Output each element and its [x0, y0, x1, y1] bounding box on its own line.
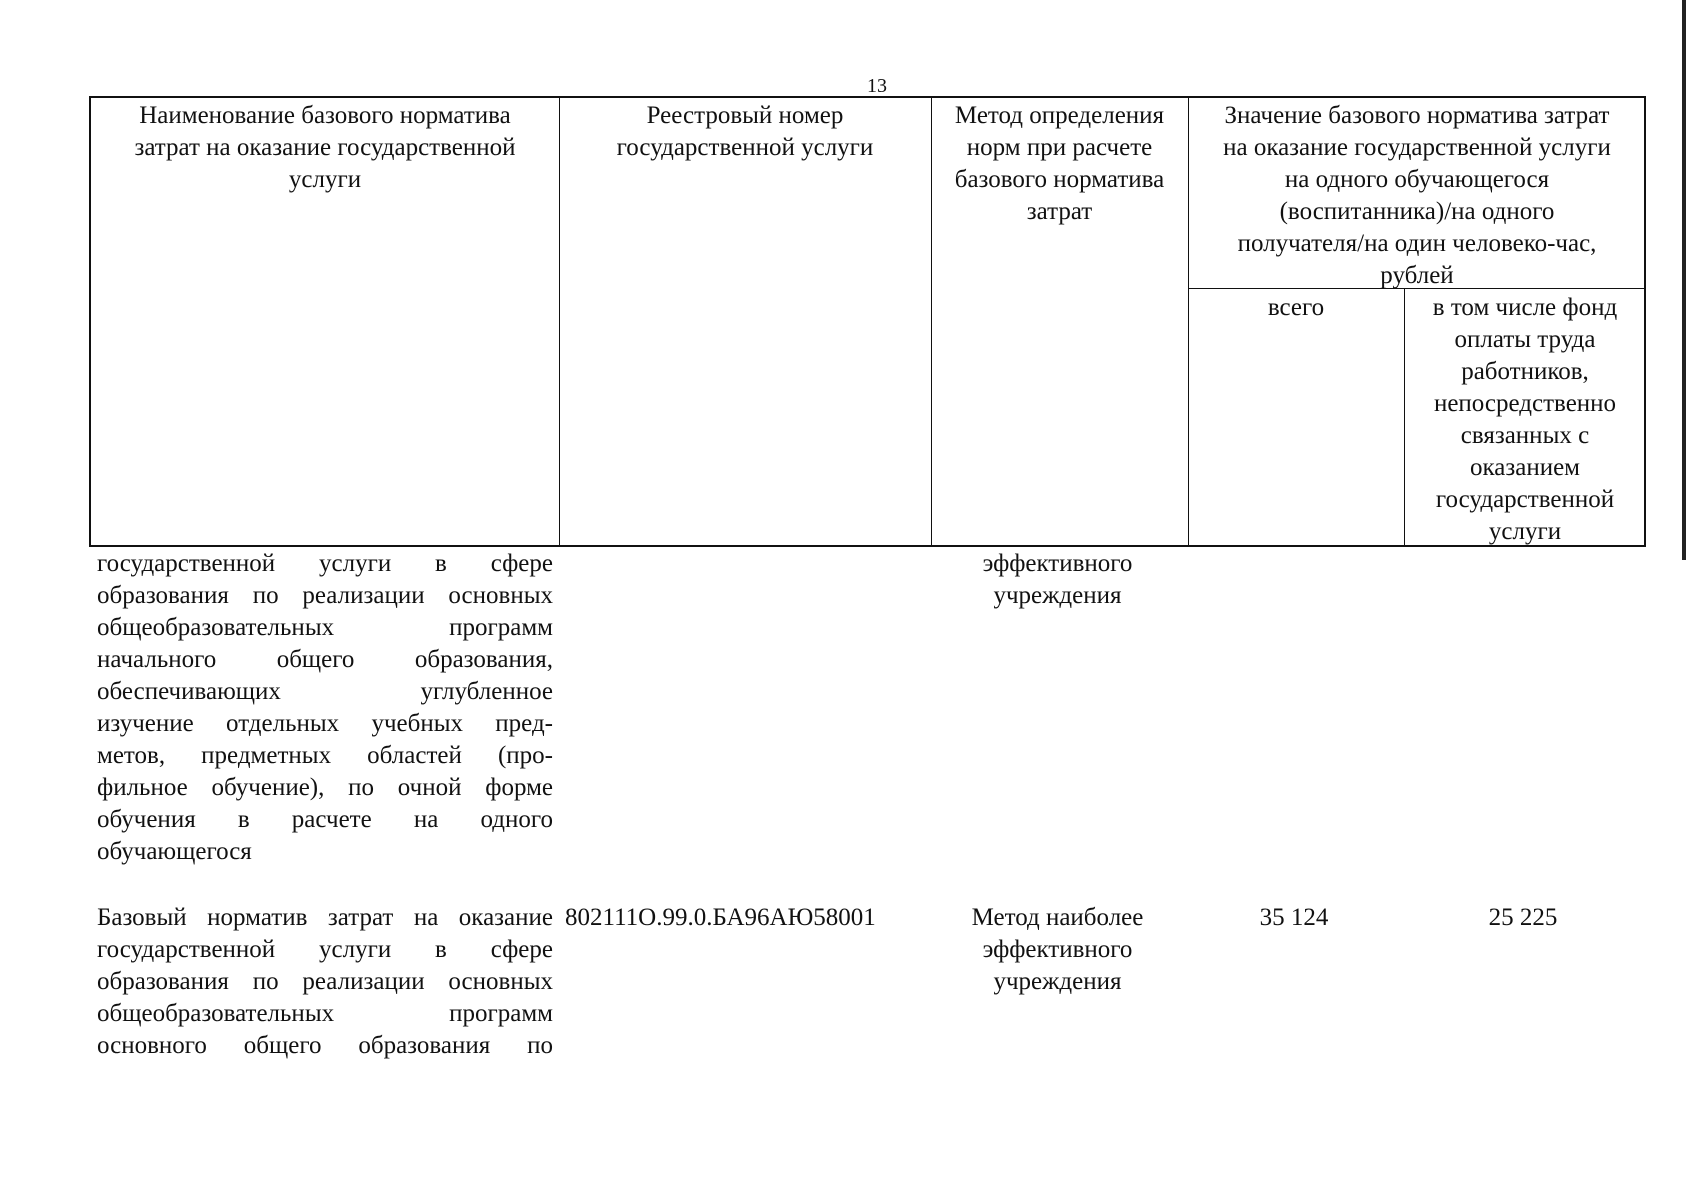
row-1-method-line: эффективного [982, 550, 1133, 577]
row-2-method-line: учреждения [993, 968, 1122, 995]
header-method-column [931, 100, 1188, 228]
row-2-method-line: Метод наиболее [971, 904, 1144, 931]
header-payroll-line: работников, [1461, 358, 1589, 385]
row-1-name-line: обеспечивающих углубленное [97, 678, 553, 705]
row-1-name-line: обучения в расчете на одного [97, 806, 553, 833]
row-2-total: 35 124 [1259, 904, 1329, 931]
row-1-name-line: фильное обучение), по очной форме [97, 774, 553, 801]
header-value-line: на одного обучающегося [1284, 166, 1550, 193]
row-1-name-line: государственной услуги в сфере [97, 550, 553, 577]
header-name-column [91, 100, 559, 196]
scan-edge-mark [1682, 0, 1686, 560]
row-2-name-line: Базовый норматив затрат на оказание [97, 904, 553, 931]
header-name-line: затрат на оказание государственной [134, 134, 516, 161]
row-2-method [929, 902, 1186, 998]
header-method-line: Метод определения [954, 102, 1165, 129]
row-1-name-line: метов, предметных областей (про- [97, 742, 553, 769]
row-1-name-line: образования по реализации основных [97, 582, 553, 609]
header-payroll-line: оказанием [1469, 454, 1580, 481]
header-value-line: на оказание государственной услуги [1223, 134, 1611, 161]
header-payroll-line: оплаты труда [1454, 326, 1596, 353]
header-payroll-line: связанных с [1460, 422, 1590, 449]
divider-1 [559, 98, 560, 545]
header-method-line: затрат [1026, 198, 1093, 225]
header-registry-column [559, 100, 931, 164]
header-total-subcolumn: всего [1267, 294, 1325, 321]
row-2-name [97, 902, 553, 1062]
row-1-name-line: начального общего образования, [97, 646, 553, 673]
header-method-line: базового норматива [954, 166, 1165, 193]
header-method-line: норм при расчете [966, 134, 1153, 161]
header-payroll-line: непосредственно [1433, 390, 1617, 417]
header-value-line: получателя/на один человеко-час, [1237, 230, 1597, 257]
row-2-name-line: образования по реализации основных [97, 968, 553, 995]
row-2-method-line: эффективного [982, 936, 1133, 963]
row-1-method-line: учреждения [993, 582, 1122, 609]
table-header [89, 96, 1646, 547]
header-registry-line: Реестровый номер [646, 102, 844, 129]
header-name-line: услуги [288, 166, 362, 193]
row-1-method [929, 548, 1186, 612]
row-1-name-line: изучение отдельных учебных пред- [97, 710, 553, 737]
row-1-name [97, 548, 553, 868]
header-value-line: рублей [1380, 262, 1454, 289]
row-1-name-line: обучающегося [97, 838, 252, 865]
page-number: 13 [867, 75, 887, 97]
header-payroll-subcolumn [1404, 292, 1646, 548]
row-2-name-line: общеобразовательных программ [97, 1000, 553, 1027]
row-2-registry-number: 802111О.99.0.БА96АЮ58001 [565, 904, 876, 931]
header-payroll-line: в том числе фонд [1432, 294, 1618, 321]
row-2-name-line: основного общего образования по [97, 1032, 553, 1059]
row-2-name-line: государственной услуги в сфере [97, 936, 553, 963]
row-2-payroll: 25 225 [1488, 904, 1558, 931]
header-payroll-line: услуги [1488, 518, 1562, 545]
header-payroll-line: государственной [1435, 486, 1615, 513]
header-name-line: Наименование базового норматива [139, 102, 511, 129]
header-registry-line: государственной услуги [616, 134, 874, 161]
header-value-line: (воспитанника)/на одного [1279, 198, 1555, 225]
header-value-line: Значение базового норматива затрат [1224, 102, 1610, 129]
header-value-column [1188, 100, 1646, 292]
row-1-name-line: общеобразовательных программ [97, 614, 553, 641]
